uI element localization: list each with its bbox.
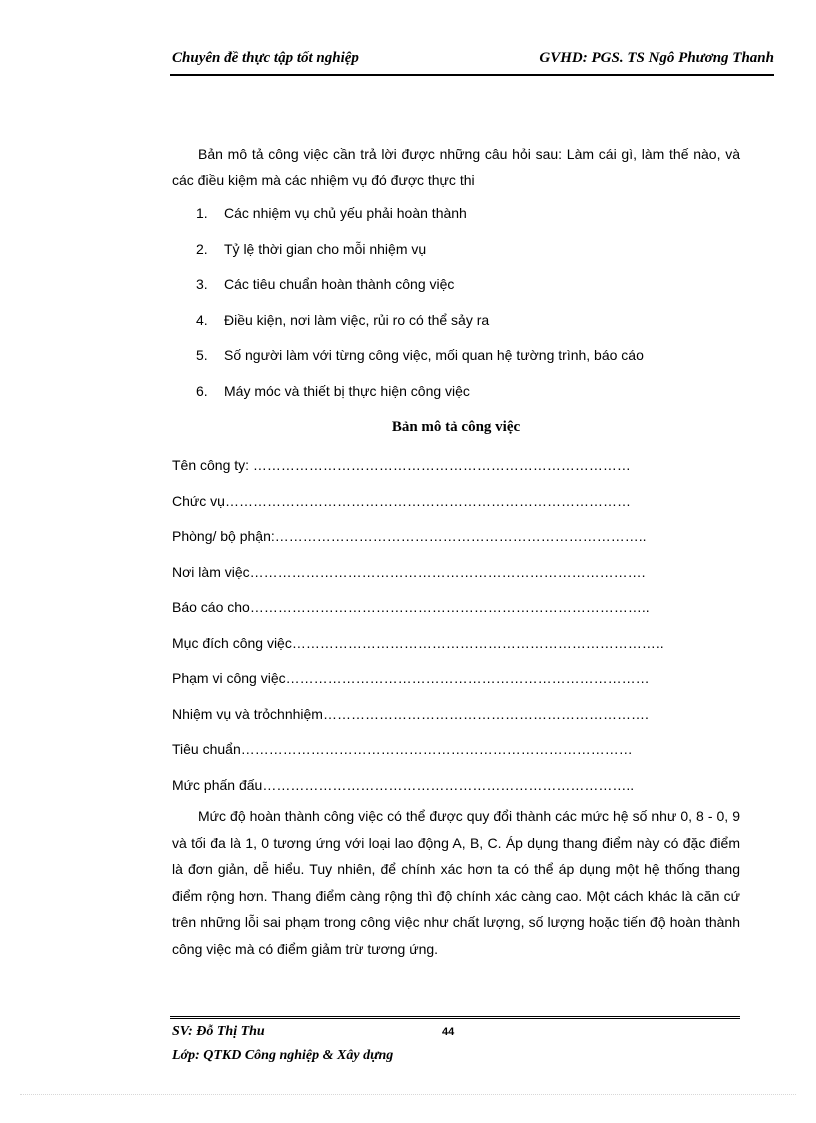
page-footer	[172, 1020, 393, 1068]
form-row: Phòng/ bộ phận:……………………………………………………………………..	[172, 528, 647, 544]
list-item: 2. Tỷ lệ thời gian cho mỗi nhiệm vụ	[196, 240, 427, 257]
list-item: 6. Máy móc và thiết bị thực hiện công việc	[196, 382, 470, 399]
form-row: Phạm vi công việc……………………………………………………………………	[172, 670, 650, 686]
job-description-form	[172, 452, 740, 807]
form-title: Bản mô tả công việc	[391, 419, 521, 435]
header-advisor: GVHD: PGS. TS Ngô Phương Thanh	[539, 50, 774, 66]
list-item: 3. Các tiêu chuẩn hoàn thành công việc	[196, 276, 455, 293]
header-thesis-title: Chuyên đề thực tập tốt nghiệp	[172, 50, 359, 66]
footer-student: SV: Đỗ Thị Thu	[172, 1024, 265, 1039]
form-row: Mục đích công việc……………………………………………………………………..	[172, 634, 664, 651]
intro-paragraph: Bản mô tả công việc cần trả lời được những câu hỏi sau: Làm cái gì, làm thế nào, và các điều kiệm mà các nhiệm vụ đó được thực thi	[172, 146, 740, 188]
form-row: Tiêu chuẩn…………………………………………………………………………	[172, 741, 633, 757]
form-row: Mức phấn đấu……………………………………………………………………..	[172, 776, 635, 793]
form-row: Báo cáo cho…………………………………………………………………………..	[172, 599, 650, 615]
closing-paragraph: Mức độ hoàn thành công việc có thể được quy đổi thành các mức hệ số như 0, 8 - 0, 9 và tối đa là 1, 0 tương ứng với loại lao động A, B, C. Áp dụng thang điểm này có đặc điểm là đơn giản, dễ hiểu. Tuy nhiên, để chính xác hơn ta có thể áp dụng một hệ thống thang điểm rộng hơn. Thang điểm càng rộng thì độ chính xác càng cao. Một cách khác là căn cứ trên những lỗi sai phạm trong công việc như chất lượng, số lượng hoặc tiến độ hoàn thành công việc mà có điểm giảm trừ tương ứng.	[172, 808, 740, 957]
page-bottom-border	[20, 1094, 796, 1095]
form-row: Nhiệm vụ và trỏchnhiệm…………………………………………………………….	[172, 705, 649, 722]
footer-class: Lớp: QTKD Công nghiệp & Xây dựng	[172, 1048, 394, 1063]
list-item: 1. Các nhiệm vụ chủ yếu phải hoàn thành	[196, 205, 467, 221]
page-number: 44	[442, 1026, 455, 1038]
page-header	[170, 48, 774, 74]
list-item: 5. Số người làm với từng công việc, mối quan hệ tường trình, báo cáo	[196, 347, 644, 364]
form-row: Nơi làm việc………………………………………………………………………….	[172, 563, 646, 580]
list-item: 4. Điều kiện, nơi làm việc, rủi ro có thể sảy ra	[196, 311, 490, 328]
form-row: Tên công ty: ………………………………………………………………………	[172, 457, 631, 473]
header-rule	[170, 74, 774, 76]
form-row: Chức vụ……………………………………………………………………………	[172, 492, 631, 509]
requirements-list	[172, 200, 740, 414]
footer-rule	[170, 1016, 740, 1019]
